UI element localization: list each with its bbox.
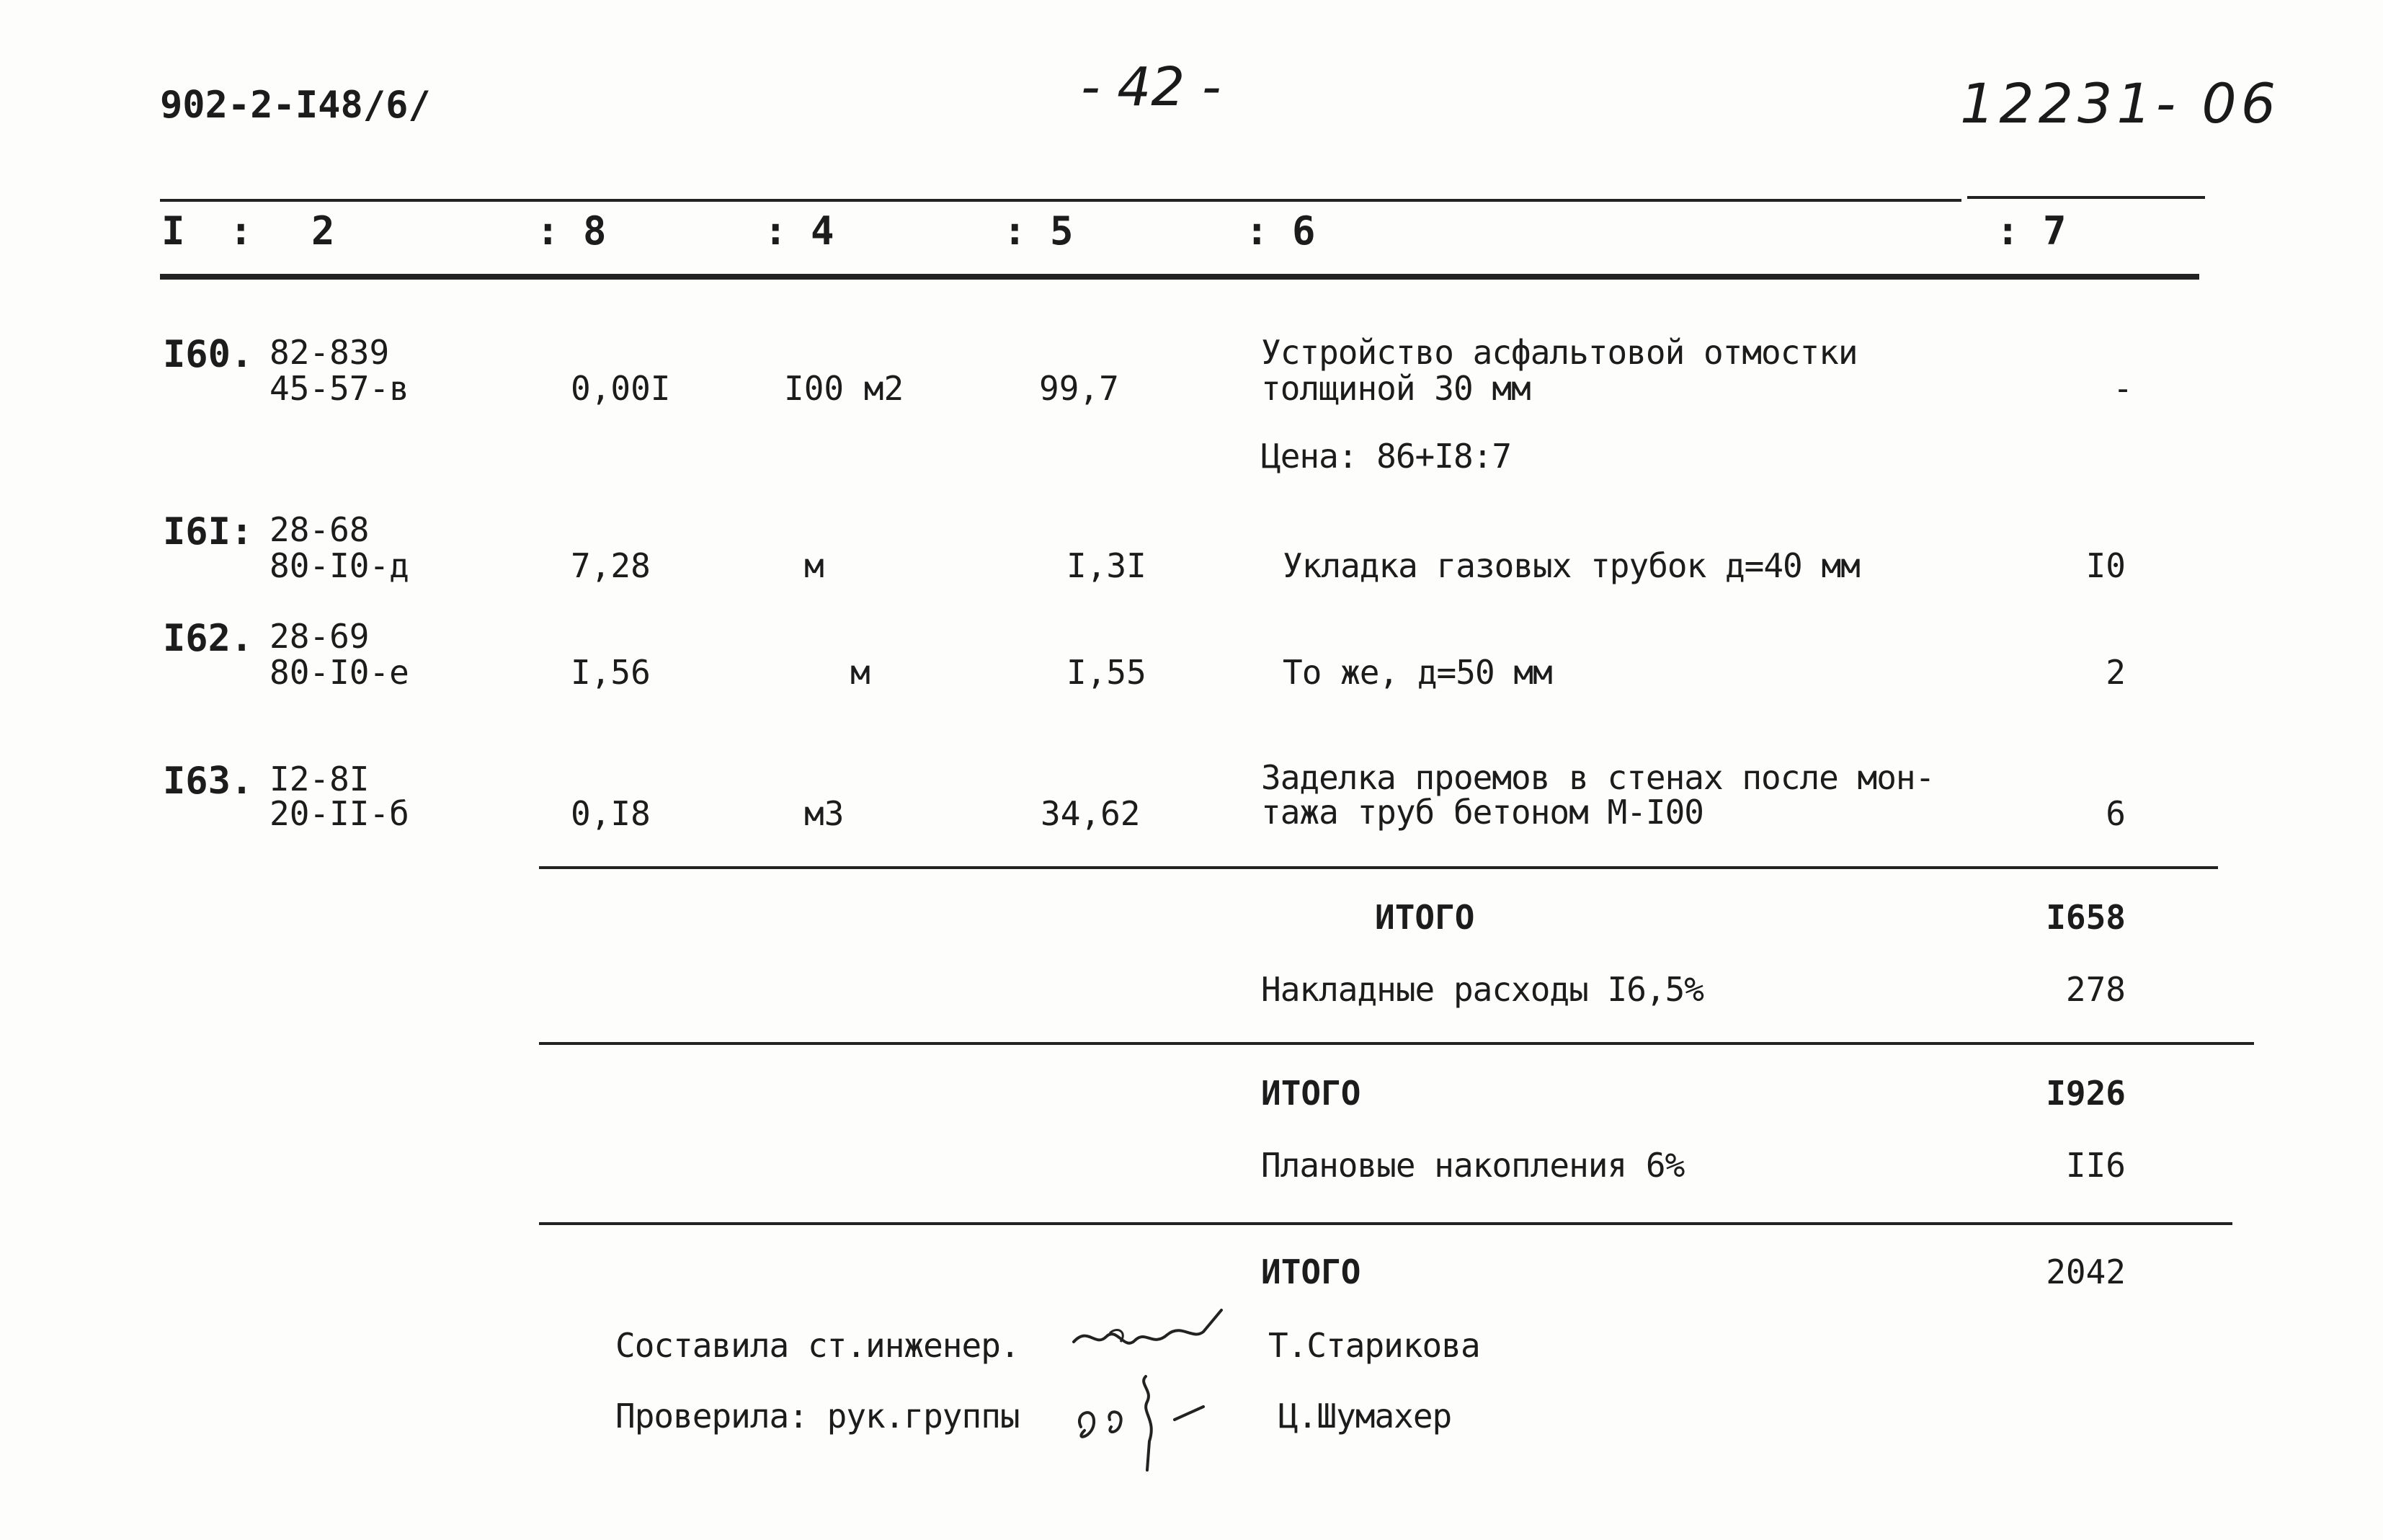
summary-label: ИТОГО [1375, 898, 1475, 937]
compiled-by-name: Т.Старикова [1268, 1326, 1480, 1365]
row-code-line2: 20-II-б [270, 794, 409, 833]
col-4-label: : 4 [764, 208, 834, 254]
summary-value: 278 [2065, 970, 2126, 1009]
row-price-note: Цена: 86+I8:7 [1261, 437, 1512, 476]
col-7-label: : 7 [1996, 208, 2067, 254]
row-price: I,55 [1066, 653, 1146, 692]
header-bottom-rule [160, 274, 2199, 280]
summary-value: II6 [2065, 1146, 2126, 1185]
document-code: 902-2-I48/6/ [160, 84, 431, 127]
row-code-line2: 80-I0-е [270, 653, 409, 692]
row-description-line1: То же, д=50 мм [1283, 653, 1552, 692]
col-separator: : [229, 208, 253, 254]
row-number: I62. [163, 617, 254, 660]
row-unit: I00 м2 [784, 369, 904, 408]
row-code-line2: 45-57-в [270, 369, 409, 408]
row-unit: м [804, 546, 824, 585]
summary-value: 2042 [2046, 1252, 2126, 1291]
col-1-label: I [161, 208, 185, 254]
row-price: I,3I [1066, 546, 1146, 585]
row-code-line1: I2-8I [270, 760, 370, 798]
row-unit: м3 [804, 794, 845, 833]
compiled-by-label: Составила ст.инженер. [615, 1326, 1020, 1365]
summary-label: Накладные расходы I6,5% [1261, 970, 1703, 1009]
summary-rule-1 [539, 866, 2218, 869]
row-quantity: 0,I8 [571, 794, 651, 833]
row-total: I0 [2085, 546, 2126, 585]
row-number: I63. [163, 760, 254, 803]
row-code-line1: 82-839 [270, 333, 390, 372]
row-number: I6I: [163, 510, 254, 553]
summary-label: ИТОГО [1261, 1252, 1361, 1291]
row-code-line2: 80-I0-д [270, 546, 409, 585]
page-number: - 42 - [1081, 56, 1221, 118]
col-5-label: : 5 [1003, 208, 1074, 254]
col-3-label: : 8 [536, 208, 607, 254]
row-total: - [2113, 369, 2133, 408]
row-code-line1: 28-69 [270, 617, 370, 656]
header-top-rule-right [1967, 196, 2205, 199]
row-description-line1: Заделка проемов в стенах после мон- [1261, 758, 1935, 797]
row-description-line2: толщиной 30 мм [1261, 369, 1531, 408]
row-description-line1: Устройство асфальтовой отмостки [1261, 333, 1858, 372]
row-total: 6 [2106, 794, 2126, 833]
col-6-label: : 6 [1245, 208, 1316, 254]
summary-rule-2 [539, 1042, 2254, 1045]
summary-rule-3 [539, 1222, 2232, 1225]
col-2-label: 2 [311, 208, 335, 254]
summary-value: I658 [2046, 898, 2126, 937]
row-quantity: I,56 [571, 653, 651, 692]
archive-number: 12231- 06 [1960, 71, 2281, 135]
row-code-line1: 28-68 [270, 510, 370, 549]
row-total: 2 [2106, 653, 2126, 692]
row-description-line1: Укладка газовых трубок д=40 мм [1283, 546, 1860, 585]
row-quantity: 7,28 [571, 546, 651, 585]
summary-value: I926 [2046, 1074, 2126, 1113]
row-unit: м [850, 653, 870, 692]
checked-signature-scribble [1066, 1362, 1268, 1477]
summary-label: ИТОГО [1261, 1074, 1361, 1113]
row-number: I60. [163, 333, 254, 376]
row-description-line2: тажа труб бетоном М-I00 [1261, 793, 1703, 832]
checked-by-label: Проверила: рук.группы [615, 1397, 1020, 1436]
checked-by-name: Ц.Шумахер [1278, 1397, 1452, 1436]
row-quantity: 0,00I [571, 369, 671, 408]
row-price: 34,62 [1041, 794, 1141, 833]
row-price: 99,7 [1039, 369, 1119, 408]
summary-label: Плановые накопления 6% [1261, 1146, 1685, 1185]
header-top-rule [160, 199, 1961, 202]
